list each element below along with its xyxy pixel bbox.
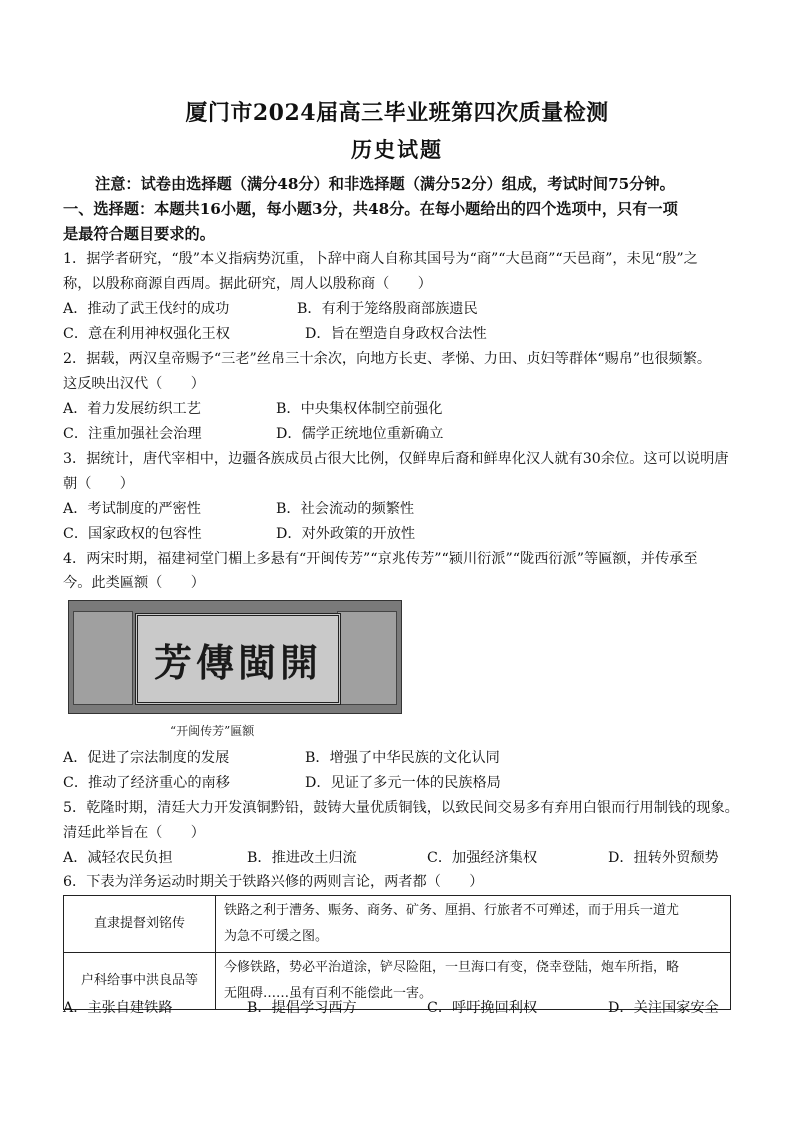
q2-stem-line2: 这反映出汉代（ ） — [63, 376, 205, 392]
q4-option-a: A．促进了宗法制度的发展 — [63, 750, 230, 766]
q2-option-a: A．着力发展纺织工艺 — [63, 401, 201, 417]
q1-option-d: D．旨在塑造自身政权合法性 — [305, 326, 487, 342]
q3-stem-line2: 朝（ ） — [63, 476, 134, 492]
q5-option-d: D．扭转外贸颓势 — [608, 850, 719, 866]
q1-stem-line1: 1．据学者研究，“殷”本义指病势沉重，卜辞中商人自称其国号为“商”“大邑商”“天邑商”，未见“殷”之 — [63, 251, 698, 267]
plaque-caption: “开闽传芳”匾额 — [170, 724, 255, 738]
q2-stem-line1: 2．据载，两汉皇帝赐予“三老”丝帛三十余次，向地方长吏、孝悌、力田、贞妇等群体“赐帛”也很频繁。 — [63, 351, 712, 367]
q4-stem-line2: 今。此类匾额（ ） — [63, 575, 205, 591]
plaque-image — [68, 600, 402, 714]
quote-line: 今修铁路，势必平治道涂，铲尽险阻，一旦海口有变，侥幸登陆，炮车所指，略 — [224, 960, 680, 975]
plaque-board — [135, 613, 341, 705]
section-heading-line1: 一、选择题：本题共16小题，每小题3分，共48分。在每小题给出的四个选项中，只有一项 — [63, 200, 678, 218]
q3-stem-line1: 3．据统计，唐代宰相中，边疆各族成员占很大比例，仅鲜卑后裔和鲜卑化汉人就有30余位。这可以说明唐 — [63, 451, 729, 467]
q5-option-c: C．加强经济集权 — [427, 850, 538, 866]
section-heading-line2: 是最符合题目要求的。 — [63, 225, 215, 243]
q4-option-d: D．见证了多元一体的民族格局 — [305, 775, 501, 791]
q1-option-b: B．有利于笼络殷商部族遗民 — [297, 301, 478, 317]
quote-line: 为急不可缓之图。 — [224, 929, 329, 944]
q5-option-a: A．减轻农民负担 — [63, 850, 173, 866]
q6-quote-table — [63, 895, 731, 1010]
table-cell-quote — [216, 896, 731, 953]
table-cell-speaker: 直隶提督刘铭传 — [64, 896, 216, 953]
q6-option-a: A．主张自建铁路 — [63, 1000, 173, 1016]
q5-stem-line2: 清廷此举旨在（ ） — [63, 825, 205, 841]
q3-option-a: A．考试制度的严密性 — [63, 501, 201, 517]
q3-option-d: D．对外政策的开放性 — [276, 526, 416, 542]
exam-notice: 注意：试卷由选择题（满分48分）和非选择题（满分52分）组成，考试时间75分钟。 — [95, 175, 675, 193]
q4-option-c: C．推动了经济重心的南移 — [63, 775, 230, 791]
q2-option-b: B．中央集权体制空前强化 — [276, 401, 443, 417]
q1-stem-line2: 称，以殷称商源自西周。据此研究，周人以殷称商（ ） — [63, 276, 432, 292]
q4-stem-line1: 4．两宋时期，福建祠堂门楣上多悬有“开闽传芳”“京兆传芳”“颍川衍派”“陇西衍派”等匾额，并传承至 — [63, 551, 698, 567]
exam-subtitle: 历史试题 — [351, 137, 443, 162]
plaque-inscription: 芳傳閩開 — [153, 639, 322, 685]
left-dragon-ornament — [73, 611, 133, 705]
quote-line: 无阻碍……虽有百利不能偿此一害。 — [224, 986, 433, 1001]
q4-option-b: B．增强了中华民族的文化认同 — [305, 750, 500, 766]
quote-line: 铁路之利于漕务、赈务、商务、矿务、厘捐、行旅者不可殚述，而于用兵一道尤 — [224, 903, 680, 918]
q3-option-c: C．国家政权的包容性 — [63, 526, 202, 542]
q6-stem: 6．下表为洋务运动时期关于铁路兴修的两则言论，两者都（ ） — [63, 874, 484, 890]
q1-option-c: C．意在利用神权强化王权 — [63, 326, 230, 342]
table-cell-speaker: 户科给事中洪良品等 — [64, 953, 216, 1010]
right-dragon-ornament — [337, 611, 397, 705]
q1-option-a: A．推动了武王伐纣的成功 — [63, 301, 230, 317]
q5-option-b: B．推进改土归流 — [247, 850, 357, 866]
q6-option-b: B．提倡学习西方 — [247, 1000, 357, 1016]
q2-option-c: C．注重加强社会治理 — [63, 426, 202, 442]
q6-option-d: D．关注国家安全 — [608, 1000, 719, 1016]
q5-stem-line1: 5．乾隆时期，清廷大力开发滇铜黔铅，鼓铸大量优质铜钱，以致民间交易多有弃用白银而行用制钱的现象。 — [63, 800, 739, 816]
q6-option-c: C．呼吁挽回利权 — [427, 1000, 538, 1016]
q3-option-b: B．社会流动的频繁性 — [276, 501, 415, 517]
q2-option-d: D．儒学正统地位重新确立 — [276, 426, 444, 442]
table-row — [64, 896, 731, 953]
exam-title: 厦门市2024届高三毕业班第四次质量检测 — [185, 100, 609, 126]
